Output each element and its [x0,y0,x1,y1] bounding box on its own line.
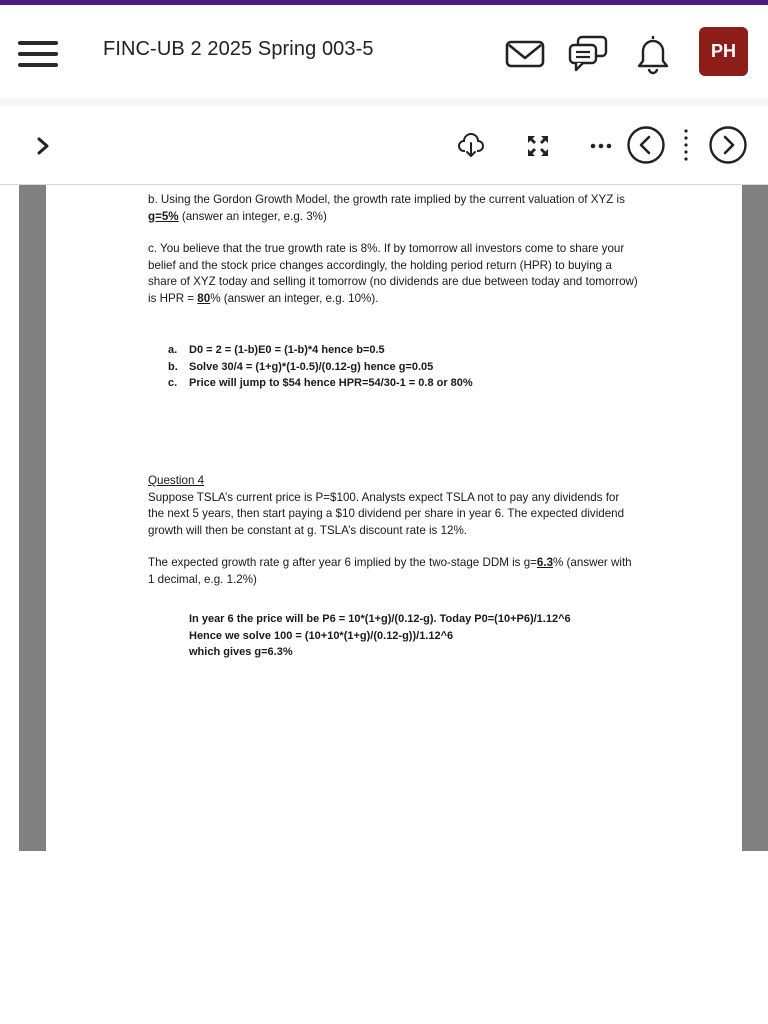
next-icon[interactable] [708,125,748,165]
course-title: FINC-UB 2 2025 Spring 003-5 [103,38,374,60]
document-viewer[interactable] [0,185,768,851]
list-item: a. D0 = 2 = (1-b)E0 = (1-b)*4 hence b=0.5 [168,344,385,356]
document-page [46,185,742,851]
previous-icon[interactable] [626,125,666,165]
chevron-right-icon[interactable] [30,133,56,159]
header-divider [0,98,768,106]
question-4-prompt: The expected growth rate g after year 6 implied by the two-stage DDM is g=6.3% (answer with 1 decimal, e.g. 1.2%) [148,556,632,586]
question-4 [148,473,638,539]
question-4-answer: 6.3 [536,556,554,569]
more-vertical-icon[interactable] [678,125,694,165]
question-4-body: Suppose TSLA’s current price is P=$100. Analysts expect TSLA not to pay any dividends for the next 5 years, then start paying a $10 dividend per share in year 6. The expected dividend growth will then be constant at g. TSLA’s discount rate is 12%. [148,490,625,537]
chat-icon[interactable] [566,31,610,75]
list-item: c. Price will jump to $54 hence HPR=54/30-1 = 0.8 or 80% [168,377,473,389]
part-c-text: c. You believe that the true growth rate is 8%. If by tomorrow all investors come to share your belief and the stock price changes accordingly, the holding period return (HPR) to buying a share of XYZ today and selling it tomorrow (no dividends are due between today and tomorrow) is HPR = 80% (answer an integer, e.g. 10%). [148,242,638,305]
solution-line: In year 6 the price will be P6 = 10*(1+g)/(0.12-g). Today P0=(10+P6)/1.12^6 [189,613,571,625]
part-b-answer: g=5% [148,209,179,223]
solution-line: Hence we solve 100 = (10+10*(1+g)/(0.12-g))/1.12^6 [189,629,454,642]
list-item: b. Solve 30/4 = (1+g)*(1-0.5)/(0.12-g) hence g=0.05 [168,360,434,373]
bell-icon[interactable] [631,31,675,75]
download-icon[interactable] [457,132,485,160]
question-4-heading: Question 4 [148,474,205,487]
menu-icon[interactable] [18,39,58,69]
solution-list [168,342,473,392]
avatar[interactable]: PH [699,27,748,76]
more-horizontal-icon[interactable] [588,136,614,156]
document-toolbar [0,106,768,185]
app-header [0,5,768,98]
mail-icon[interactable] [503,31,547,75]
viewer-gutter-right [742,185,768,851]
expand-icon[interactable] [524,132,552,160]
solution-line: which gives g=6.3% [189,646,293,658]
viewer-gutter-left [19,185,46,851]
part-b-text: b. Using the Gordon Growth Model, the growth rate implied by the current valuation of XYZ is g=5% (answer an integer, e.g. 3%) [148,193,625,223]
part-c-answer: 80 [197,291,211,305]
question-4-solution [189,611,571,661]
